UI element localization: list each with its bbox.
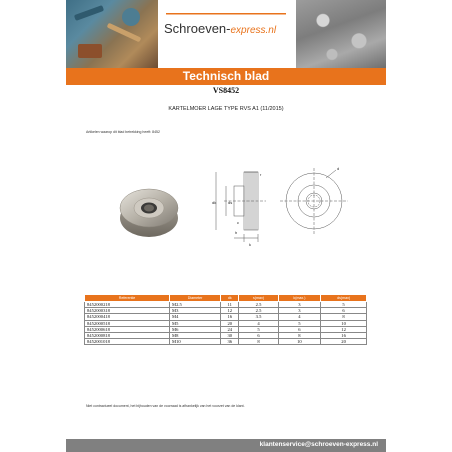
table-cell: 4 (239, 320, 278, 326)
header-photo-screws (296, 0, 386, 68)
table-cell: 16 (321, 333, 367, 339)
table-cell: 20 (221, 320, 239, 326)
table-cell: 8 (278, 333, 321, 339)
col-header-s: s(max) (239, 295, 278, 302)
dim-label-k: k (249, 242, 251, 247)
table-cell: 24 (221, 326, 239, 332)
table-cell: 3.5 (239, 314, 278, 320)
table-cell: 11 (221, 302, 239, 308)
footer-email-link[interactable]: klantenservice@schroeven-express.nl (259, 441, 378, 448)
table-cell: 36 (221, 339, 239, 345)
technical-drawing (204, 158, 354, 248)
table-cell: 8 (321, 314, 367, 320)
table-cell: 8452001018 (85, 339, 170, 345)
dim-label-r: r (260, 172, 262, 177)
document-code: VS8452 (212, 86, 240, 95)
col-header-k: k(max.) (278, 295, 321, 302)
table-cell: M5 (170, 320, 221, 326)
table-header-row (85, 295, 367, 302)
table-cell: M6 (170, 326, 221, 332)
col-header-dk: dk (221, 295, 239, 302)
dim-label-c: c (237, 220, 239, 225)
col-header-diameter: Diameter (170, 295, 221, 302)
product-photo-knurled-nut (118, 182, 180, 240)
table-cell: 8452000618 (85, 326, 170, 332)
table-cell: M4 (170, 314, 221, 320)
table-row (85, 339, 367, 345)
table-cell: 8452000218 (85, 302, 170, 308)
table-cell: 20 (321, 339, 367, 345)
table-cell: 8 (239, 339, 278, 345)
dim-label-ds: ds (228, 200, 233, 205)
disclaimer: Niet contractueel document, het bijhouden van de voorraad is afhankelijk van het voorzet van de klant. (86, 404, 245, 408)
header-banner (66, 0, 386, 68)
table-cell: 5 (239, 326, 278, 332)
table-cell: 8452000418 (85, 314, 170, 320)
table-cell: M3 (170, 308, 221, 314)
footer-bar (66, 439, 386, 452)
table-cell: 10 (321, 320, 367, 326)
table-cell: 6 (278, 326, 321, 332)
table-cell: 8452000318 (85, 308, 170, 314)
table-cell: 6 (321, 308, 367, 314)
table-cell: 3 (278, 308, 321, 314)
table-cell: 2.5 (239, 302, 278, 308)
table-cell: 8452000818 (85, 333, 170, 339)
dim-label-h: h (235, 230, 238, 235)
logo-underline-icon (166, 12, 286, 16)
col-header-ds: ds(max) (321, 295, 367, 302)
table-cell: 5 (321, 302, 367, 308)
title-bar (66, 68, 386, 85)
table-cell: 16 (221, 314, 239, 320)
table-cell: M2.5 (170, 302, 221, 308)
table-cell: 30 (221, 333, 239, 339)
table-cell: M10 (170, 339, 221, 345)
table-cell: 6 (239, 333, 278, 339)
table-cell: 10 (278, 339, 321, 345)
table-cell: 5 (278, 320, 321, 326)
dim-label-d: d (337, 166, 340, 171)
spec-table (84, 294, 367, 345)
table-cell: 8452000518 (85, 320, 170, 326)
banner-title: Technisch blad (182, 69, 270, 83)
table-cell: 12 (221, 308, 239, 314)
table-cell: 3 (278, 302, 321, 308)
col-header-reference: Referentie (85, 295, 170, 302)
logo-text: Schroeven-express.nl (164, 21, 277, 36)
articles-note: Artikelen waarop dit blad betrekking heeft: 8452 (86, 130, 160, 134)
table-cell: M8 (170, 333, 221, 339)
document-subtitle: KARTELMOER LAGE TYPE RVS A1 (11/2015) (168, 106, 284, 112)
table-cell: 12 (321, 326, 367, 332)
header-photo-tools (66, 0, 158, 68)
dim-label-dk: dk (212, 200, 217, 205)
table-cell: 4 (278, 314, 321, 320)
technical-sheet-page (66, 0, 386, 452)
logo[interactable] (158, 0, 296, 68)
table-cell: 2.5 (239, 308, 278, 314)
